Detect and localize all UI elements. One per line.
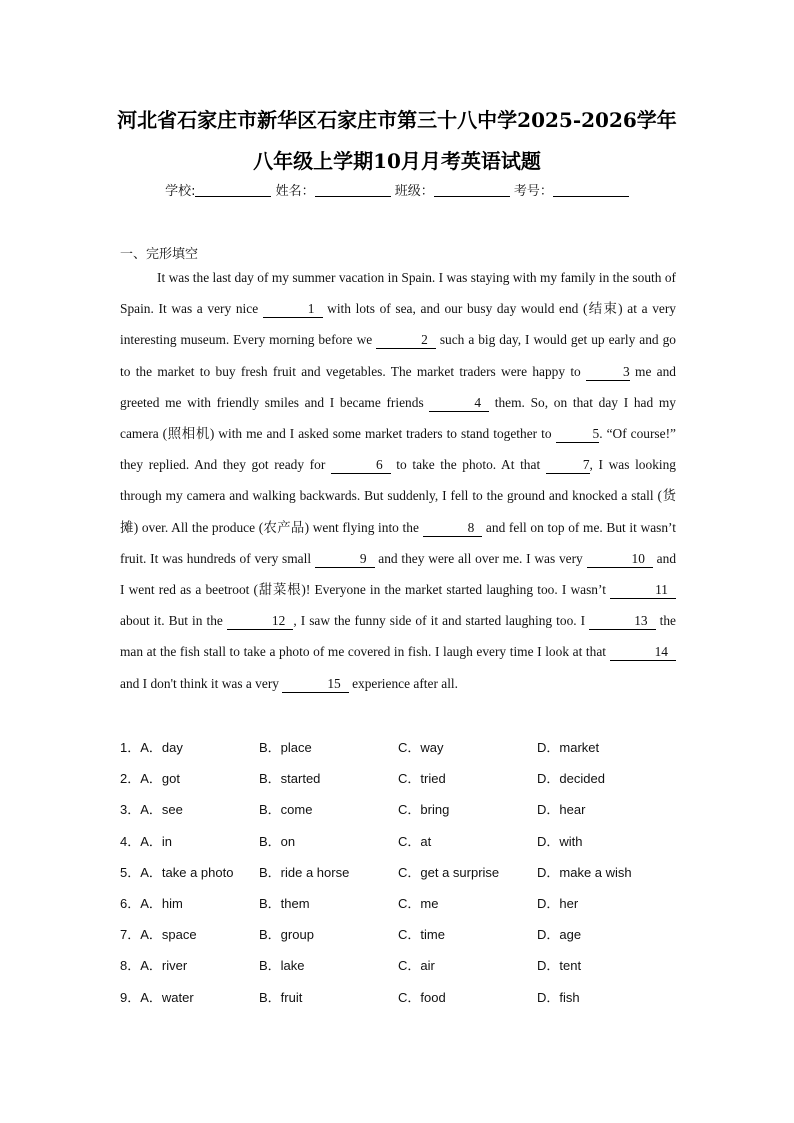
exam-number-label: 考号： xyxy=(513,184,553,199)
blank-12[interactable]: 12 xyxy=(227,613,293,630)
option-row-2 xyxy=(120,762,720,793)
blank-4[interactable]: 4 xyxy=(429,395,489,412)
option-text: A．river xyxy=(140,958,188,974)
option-5-c[interactable] xyxy=(398,862,537,881)
option-text: A．space xyxy=(140,927,197,943)
exam-number-blank[interactable] xyxy=(553,183,629,197)
option-4-a[interactable] xyxy=(120,831,259,850)
option-text: A．day xyxy=(140,740,183,756)
option-text: A．water xyxy=(140,989,194,1005)
passage-paragraph xyxy=(120,262,676,699)
class-label: 班级： xyxy=(394,184,434,199)
question-number: 9． xyxy=(120,989,141,1005)
option-9-d[interactable] xyxy=(537,987,676,1006)
passage-text: and fell on top of me. But it wasn’t fruit. It was hundreds of very small xyxy=(120,519,676,566)
option-9-b[interactable] xyxy=(259,987,398,1006)
option-text: B．come xyxy=(259,802,313,818)
option-text: B．them xyxy=(259,896,310,912)
blank-10[interactable]: 10 xyxy=(587,551,653,568)
question-number: 7． xyxy=(120,927,141,943)
blank-9[interactable]: 9 xyxy=(315,551,375,568)
option-text: B．ride a horse xyxy=(259,864,350,880)
option-8-a[interactable] xyxy=(120,955,259,974)
option-7-c[interactable] xyxy=(398,924,537,943)
blank-6[interactable]: 6 xyxy=(331,457,391,474)
exam-title-line1: 河北省石家庄市新华区石家庄市第三十八中学2025-2026学年 xyxy=(117,108,677,132)
question-number: 1． xyxy=(120,740,141,756)
option-2-b[interactable] xyxy=(259,768,398,787)
blank-13[interactable]: 13 xyxy=(589,613,655,630)
passage-text: them. So, on that day I had my camera (照相机) with me and I asked some market traders to stand together to xyxy=(120,394,676,442)
option-7-d[interactable] xyxy=(537,924,676,943)
option-6-d[interactable] xyxy=(537,893,676,912)
blank-8[interactable]: 8 xyxy=(423,520,483,537)
option-text: C．air xyxy=(398,958,435,974)
option-6-c[interactable] xyxy=(398,893,537,912)
option-text: D．decided xyxy=(537,771,605,787)
option-row-7 xyxy=(120,918,720,949)
name-label: 姓名： xyxy=(275,184,315,199)
class-blank[interactable] xyxy=(434,183,510,197)
option-6-a[interactable] xyxy=(120,893,259,912)
passage-text: with lots of sea, and our busy day would end (结束) at a very interesting museum. Every morning before we xyxy=(120,301,676,348)
option-text: D．with xyxy=(537,833,583,849)
passage-text: . “Of course!” they replied. And they got ready for xyxy=(120,426,676,473)
option-9-a[interactable] xyxy=(120,987,259,1006)
option-text: C．food xyxy=(398,989,446,1005)
option-text: C．time xyxy=(398,927,445,943)
option-2-c[interactable] xyxy=(398,768,537,787)
option-5-d[interactable] xyxy=(537,862,676,881)
option-row-5 xyxy=(120,856,720,887)
option-text: C．tried xyxy=(398,771,446,787)
option-text: A．got xyxy=(140,771,180,787)
question-number: 3． xyxy=(120,802,141,818)
option-text: D．age xyxy=(537,927,582,943)
passage-text: me and greeted me with friendly smiles and I became friends xyxy=(120,363,677,410)
option-row-1 xyxy=(120,731,720,762)
option-text: D．her xyxy=(537,896,579,912)
exam-title-line2: 八年级上学期10月月考英语试题 xyxy=(253,149,541,173)
blank-3[interactable]: 3 xyxy=(586,364,630,381)
option-text: A．him xyxy=(140,896,183,912)
passage-text: It was the last day of my summer vacation in Spain. I was staying with my family in the south of Spain. It was a very nice xyxy=(120,270,676,317)
option-7-a[interactable] xyxy=(120,924,259,943)
option-text: A．in xyxy=(140,833,173,849)
option-2-d[interactable] xyxy=(537,768,676,787)
passage-text: to take the photo. At that xyxy=(390,457,546,473)
option-row-6 xyxy=(120,887,720,918)
option-1-c[interactable] xyxy=(398,737,537,756)
option-text: C．at xyxy=(398,833,432,849)
option-text: B．group xyxy=(259,927,314,943)
option-1-d[interactable] xyxy=(537,737,676,756)
option-text: B．started xyxy=(259,771,321,787)
blank-7[interactable]: 7 xyxy=(546,457,590,474)
name-blank[interactable] xyxy=(315,183,391,197)
passage-text: , I saw the funny side of it and started laughing too. I xyxy=(293,613,590,629)
option-8-d[interactable] xyxy=(537,955,676,974)
option-3-c[interactable] xyxy=(398,799,537,818)
option-text: C．get a surprise xyxy=(398,864,500,880)
blank-14[interactable]: 14 xyxy=(610,644,676,661)
options-list xyxy=(120,731,720,1012)
option-text: A．take a photo xyxy=(140,864,234,880)
option-4-d[interactable] xyxy=(537,831,676,850)
option-7-b[interactable] xyxy=(259,924,398,943)
passage-text: the man at the fish stall to take a photo of me covered in fish. I laugh every time I look at that xyxy=(120,613,676,660)
passage-text: and they were all over me. I was very xyxy=(374,550,587,566)
blank-11[interactable]: 11 xyxy=(610,582,676,599)
option-text: D．market xyxy=(537,740,600,756)
passage-text: about it. But in the xyxy=(120,613,227,629)
student-info-line xyxy=(0,180,794,199)
option-row-4 xyxy=(120,825,720,856)
option-5-b[interactable] xyxy=(259,862,398,881)
question-number: 8． xyxy=(120,958,141,974)
option-4-c[interactable] xyxy=(398,831,537,850)
passage-text: , I was looking through my camera and walking backwards. But suddenly, I fell to the ground and knocked a stall (货摊) over. All the produce (农产品) went flying into the xyxy=(120,457,676,535)
question-number: 6． xyxy=(120,896,141,912)
option-text: D．make a wish xyxy=(537,864,632,880)
option-3-d[interactable] xyxy=(537,799,676,818)
blank-5[interactable]: 5 xyxy=(556,426,600,443)
option-text: B．place xyxy=(259,740,312,756)
passage-text: experience after all. xyxy=(348,675,459,691)
option-1-a[interactable] xyxy=(120,737,259,756)
option-text: C．me xyxy=(398,896,439,912)
option-1-b[interactable] xyxy=(259,737,398,756)
passage-text: such a big day, I would get up early and go to the market to buy fresh fruit and vegetables. The market traders were happy to xyxy=(120,332,676,379)
blank-2[interactable]: 2 xyxy=(376,332,436,349)
option-row-9 xyxy=(120,981,720,1012)
section-heading: 一、完形填空 xyxy=(120,247,199,262)
option-8-b[interactable] xyxy=(259,955,398,974)
option-4-b[interactable] xyxy=(259,831,398,850)
option-8-c[interactable] xyxy=(398,955,537,974)
option-6-b[interactable] xyxy=(259,893,398,912)
option-text: C．bring xyxy=(398,802,450,818)
option-5-a[interactable] xyxy=(120,862,259,881)
school-blank[interactable] xyxy=(195,183,271,197)
option-row-8 xyxy=(120,949,720,980)
question-number: 4． xyxy=(120,833,141,849)
cloze-passage xyxy=(120,262,676,699)
school-label: 学校: xyxy=(165,184,196,199)
option-text: B．lake xyxy=(259,958,305,974)
option-text: C．way xyxy=(398,740,444,756)
blank-15[interactable]: 15 xyxy=(282,676,348,693)
passage-text: and I went red as a beetroot (甜菜根)! Everyone in the market started laughing too. I wasn’t xyxy=(120,550,677,598)
passage-text: and I don't think it was a very xyxy=(120,675,283,691)
question-number: 5． xyxy=(120,864,141,880)
option-text: D．hear xyxy=(537,802,586,818)
option-text: B．on xyxy=(259,833,296,849)
option-text: D．fish xyxy=(537,989,580,1005)
option-9-c[interactable] xyxy=(398,987,537,1006)
blank-1[interactable]: 1 xyxy=(263,301,323,318)
option-3-b[interactable] xyxy=(259,799,398,818)
option-text: B．fruit xyxy=(259,989,303,1005)
option-text: D．tent xyxy=(537,958,582,974)
option-row-3 xyxy=(120,793,720,824)
question-number: 2． xyxy=(120,771,141,787)
option-text: A．see xyxy=(140,802,183,818)
option-3-a[interactable] xyxy=(120,799,259,818)
option-2-a[interactable] xyxy=(120,768,259,787)
